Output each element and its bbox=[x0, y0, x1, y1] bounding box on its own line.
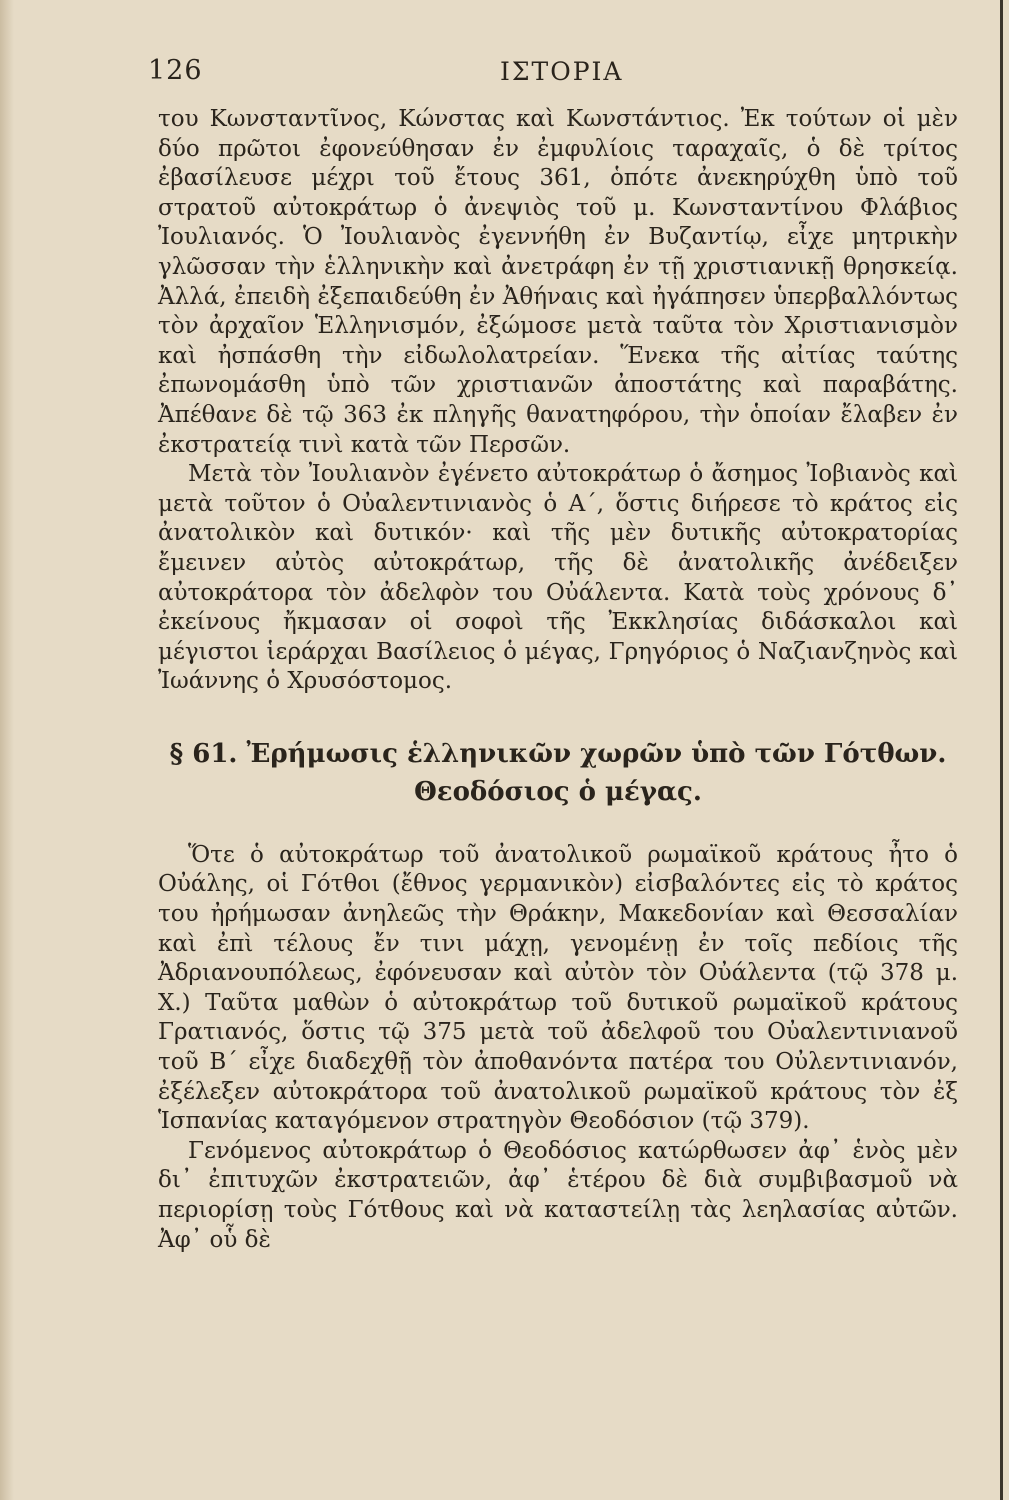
right-edge-rule bbox=[1000, 0, 1003, 1500]
page-body bbox=[158, 105, 958, 1255]
paragraph-3: Ὅτε ὁ αὐτοκράτωρ τοῦ ἀνατολικοῦ ρωμαϊκοῦ κράτους ἦτο ὁ Οὐάλης, οἱ Γότθοι (ἔθνος γερμανικὸν) εἰσβαλόντες εἰς τὸ κράτος του ἠρήμωσαν ἀνηλεῶς τὴν Θράκην, Μακεδονίαν καὶ Θεσσαλίαν καὶ ἐπὶ τέλους ἔν τινι μάχῃ, γενομένῃ ἐν τοῖς πεδίοις τῆς Ἀδριανουπόλεως, ἐφόνευσαν καὶ αὐτὸν τὸν Οὐάλεντα (τῷ 378 μ. Χ.) Ταῦτα μαθὼν ὁ αὐτοκράτωρ τοῦ δυτικοῦ ρωμαϊκοῦ κράτους Γρατιανός, ὅστις τῷ 375 μετὰ τοῦ ἀδελφοῦ του Οὐαλεντινιανοῦ τοῦ Β΄ εἶχε διαδεχθῇ τὸν ἀποθανόντα πατέρα του Οὐλεντινιανόν, ἐξέλεξεν αὐτοκράτορα τοῦ ἀνατολικοῦ ρωμαϊκοῦ κράτους τὸν ἐξ Ἱσπανίας καταγόμενον στρατηγὸν Θεοδόσιον (τῷ 379). bbox=[158, 841, 958, 1135]
page-number: 126 bbox=[148, 55, 203, 86]
paragraph-4: Γενόμενος αὐτοκράτωρ ὁ Θεοδόσιος κατώρθωσεν ἀφ᾽ ἑνὸς μὲν δι᾽ ἐπιτυχῶν ἐκστρατειῶν, ἀφ᾽ ἑτέρου δὲ διὰ συμβιβασμοῦ νὰ περιορίσῃ τοὺς Γότθους καὶ νὰ καταστείλῃ τὰς λεηλασίας αὐτῶν. Ἀφ᾽ οὗ δὲ bbox=[158, 1137, 958, 1253]
running-head: ΙΣΤΟΡΙΑ bbox=[500, 57, 624, 86]
paragraph-1: του Κωνσταντῖνος, Κώνστας καὶ Κωνστάντιος. Ἐκ τούτων οἱ μὲν δύο πρῶτοι ἐφονεύθησαν ἐν ἐμφυλίοις ταραχαῖς, ὁ δὲ τρίτος ἐβασίλευσε μέχρι τοῦ ἔτους 361, ὁπότε ἀνεκηρύχθη ὑπὸ τοῦ στρατοῦ αὐτοκράτωρ ὁ ἀνεψιὸς τοῦ μ. Κωνσταντίνου Φλάβιος Ἰουλιανός. Ὁ Ἰουλιανὸς ἐγεννήθη ἐν Βυζαντίῳ, εἶχε μητρικὴν γλῶσσαν τὴν ἑλληνικὴν καὶ ἀνετράφη ἐν τῇ χριστιανικῇ θρησκείᾳ. Ἀλλά, ἐπειδὴ ἐξεπαιδεύθη ἐν Ἀθήναις καὶ ἠγάπησεν ὑπερβαλλόντως τὸν ἀρχαῖον Ἑλληνισμόν, ἐξώμοσε μετὰ ταῦτα τὸν Χριστιανισμὸν καὶ ἠσπάσθη τὴν εἰδωλολατρείαν. Ἕνεκα τῆς αἰτίας ταύτης ἐπωνομάσθη ὑπὸ τῶν χριστιανῶν ἀποστάτης καὶ παραβάτης. Ἀπέθανε δὲ τῷ 363 ἐκ πληγῆς θανατηφόρου, τὴν ὁποίαν ἔλαβεν ἐν ἐκστρατείᾳ τινὶ κατὰ τῶν Περσῶν. bbox=[158, 106, 958, 458]
section-heading-line-2: Θεοδόσιος ὁ μέγας. bbox=[414, 776, 702, 807]
page-header bbox=[140, 55, 970, 95]
page-spine-shadow bbox=[0, 0, 14, 1500]
section-heading-line-1: § 61. Ἐρήμωσις ἑλληνικῶν χωρῶν ὑπὸ τῶν Γότθων. bbox=[169, 738, 947, 769]
paragraph-2: Μετὰ τὸν Ἰουλιανὸν ἐγένετο αὐτοκράτωρ ὁ ἄσημος Ἰοβιανὸς καὶ μετὰ τοῦτον ὁ Οὐαλεντινιανὸς ὁ Α΄, ὅστις διήρεσε τὸ κράτος εἰς ἀνατολικὸν καὶ δυτικόν· καὶ τῆς μὲν δυτικῆς αὐτοκρατορίας ἔμεινεν αὐτὸς αὐτοκράτωρ, τῆς δὲ ἀνατολικῆς ἀνέδειξεν αὐτοκράτορα τὸν ἀδελφὸν του Οὐάλεντα. Κατὰ τοὺς χρόνους δ᾽ ἐκείνους ἤκμασαν οἱ σοφοὶ τῆς Ἐκκλησίας διδάσκαλοι καὶ μέγιστοι ἱεράρχαι Βασίλειος ὁ μέγας, Γρηγόριος ὁ Ναζιανζηνὸς καὶ Ἰωάννης ὁ Χρυσόστομος. bbox=[158, 461, 958, 695]
section-heading bbox=[158, 735, 958, 811]
